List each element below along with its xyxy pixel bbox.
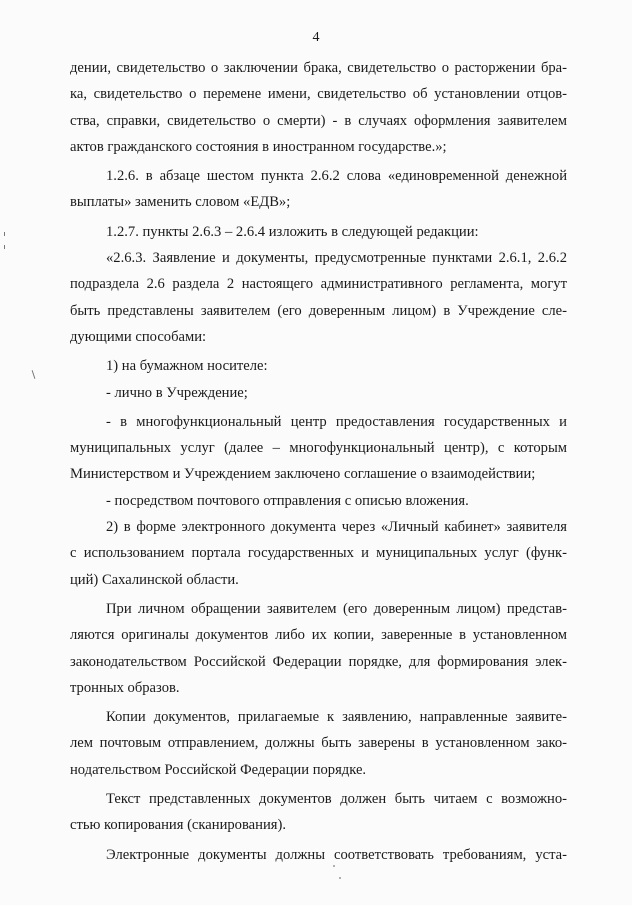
text-line: муниципальных услуг (далее – многофункциональный центр), с которым (70, 440, 567, 457)
text-line: Текст представленных документов должен быть читаем с возможно- (106, 791, 567, 808)
text-line: подраздела 2.6 раздела 2 настоящего административного регламента, могут (70, 276, 567, 293)
scan-artifact (333, 865, 335, 867)
text-line: выплаты» заменить словом «ЕДВ»; (70, 194, 291, 211)
paragraph-12 (70, 786, 567, 839)
text-line: 1.2.7. пункты 2.6.3 – 2.6.4 изложить в следующей редакции: (106, 223, 479, 240)
text-line: ства, справки, свидетельство о смерти) - в случаях оформления заявителем (70, 112, 567, 129)
paragraph-11 (70, 704, 567, 783)
text-line: - лично в Учреждение; (106, 384, 248, 401)
text-line: Копии документов, прилагаемые к заявлению, направленные заявите- (106, 709, 567, 726)
text-line: ляются оригиналы документов либо их копии, заверенные в установленном (70, 627, 567, 644)
text-line: 1) на бумажном носителе: (106, 358, 268, 375)
paragraph-4 (70, 245, 567, 350)
text-line: 1.2.6. в абзаце шестом пункта 2.6.2 слова «единовременной денежной (106, 168, 567, 185)
text-line: - посредством почтового отправления с описью вложения. (106, 492, 469, 509)
text-line: Электронные документы должны соответствовать требованиям, уста- (106, 846, 567, 863)
paragraph-1 (70, 55, 567, 160)
page-number: 4 (312, 30, 320, 45)
scan-artifact (32, 370, 36, 379)
paragraph-6 (70, 380, 567, 406)
text-line: стью копирования (сканирования). (70, 817, 286, 834)
paragraph-2 (70, 163, 567, 216)
text-line: быть представлены заявителем (его доверенным лицом) в Учреждение сле- (70, 302, 567, 319)
text-line: дении, свидетельство о заключении брака, свидетельство о расторжении бра- (70, 60, 567, 76)
scan-artifact (4, 232, 5, 236)
text-line: ка, свидетельство о перемене имени, свидетельство об установлении отцов- (70, 86, 567, 103)
text-line: 2) в форме электронного документа через «Личный кабинет» заявителя (106, 519, 567, 536)
scan-artifact (339, 877, 341, 879)
text-line: ций) Сахалинской области. (70, 571, 239, 588)
text-line: Министерством и Учреждением заключено соглашение о взаимодействии; (70, 466, 536, 483)
paragraph-3 (70, 219, 567, 245)
document-body (70, 55, 567, 868)
text-line: дующими способами: (70, 328, 207, 345)
text-line: актов гражданского состояния в иностранном государстве.»; (70, 138, 447, 155)
text-line: тронных образов. (70, 679, 180, 696)
text-line: При личном обращении заявителем (его доверенным лицом) представ- (106, 600, 567, 617)
paragraph-13 (70, 842, 567, 868)
text-line: лем почтовым отправлением, должны быть заверены в установленном зако- (70, 735, 567, 752)
text-line: - в многофункциональный центр предоставления государственных и (106, 413, 567, 430)
text-line: «2.6.3. Заявление и документы, предусмотренные пунктами 2.6.1, 2.6.2 (106, 250, 567, 267)
paragraph-8 (70, 488, 567, 514)
text-line: законодательством Российской Федерации порядке, для формирования элек- (70, 653, 567, 670)
scan-artifact (4, 245, 5, 249)
paragraph-10 (70, 596, 567, 701)
paragraph-9 (70, 514, 567, 593)
text-line: нодательством Российской Федерации порядке. (70, 761, 367, 778)
paragraph-5 (70, 353, 567, 379)
paragraph-7 (70, 409, 567, 488)
text-line: с использованием портала государственных и муниципальных услуг (функ- (70, 545, 567, 562)
